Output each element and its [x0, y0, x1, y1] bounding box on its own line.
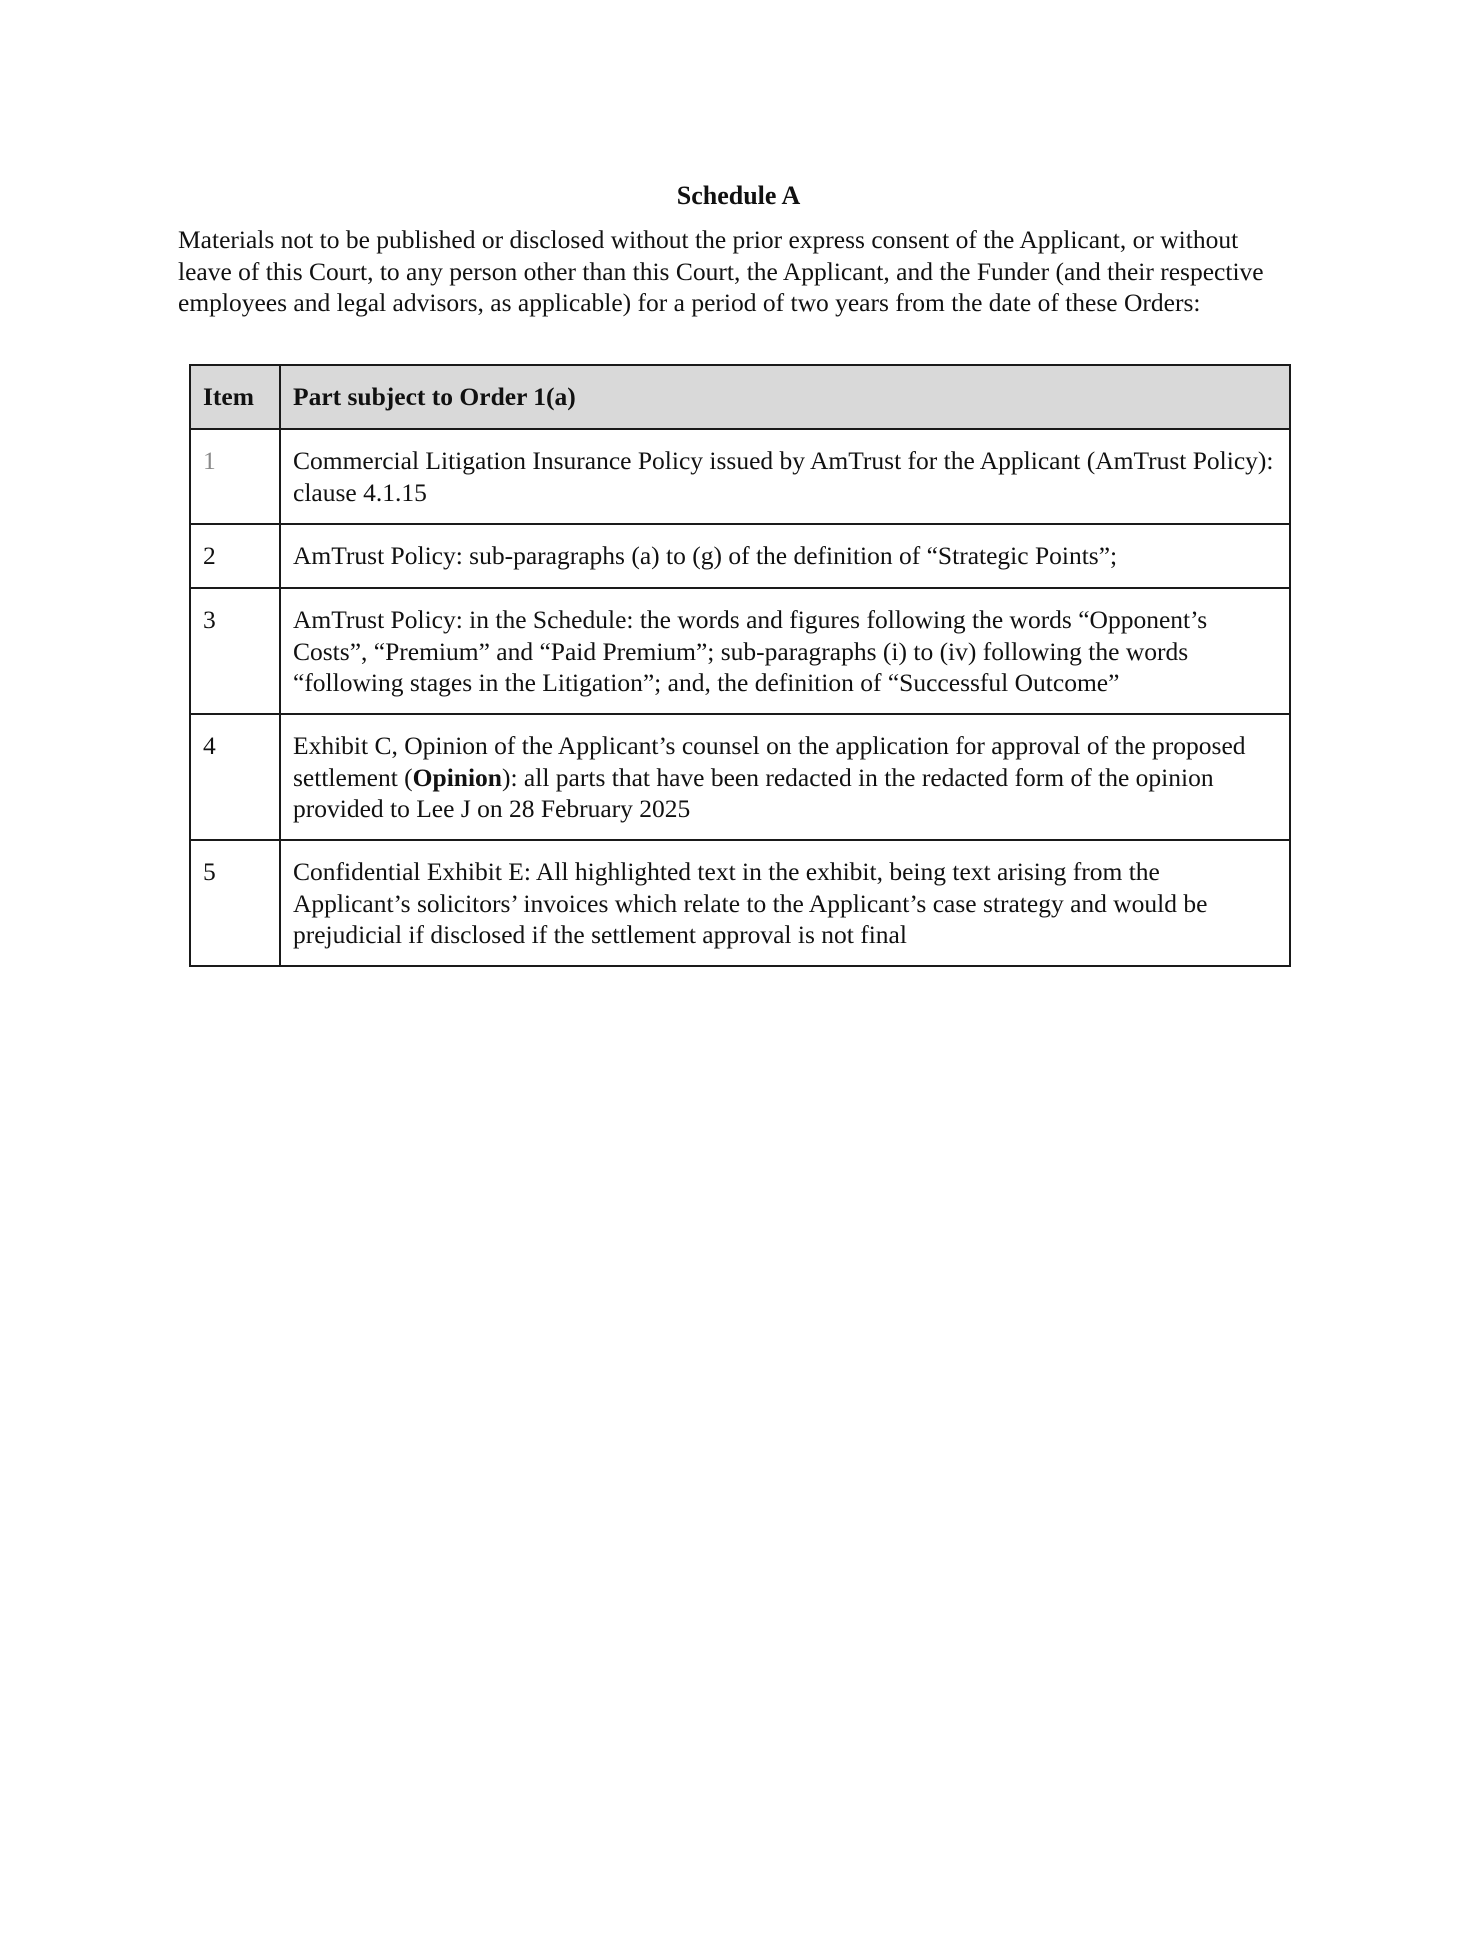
row-part-text: Commercial Litigation Insurance Policy issued by AmTrust for the Applicant (AmTrust Policy): clause 4.1.15: [280, 429, 1290, 524]
table-row: [190, 588, 1290, 714]
table-row: [190, 840, 1290, 966]
row-part-text: [280, 714, 1290, 840]
table-row: [190, 429, 1290, 524]
row-item-number: 4: [190, 714, 280, 840]
row-part-text-before: Exhibit C, Opinion of the Applicant’s counsel on the application for approval of the proposed settlement (: [293, 731, 1246, 792]
table-header-row: [190, 365, 1290, 429]
row-item-number: 2: [190, 524, 280, 588]
row-part-text: Confidential Exhibit E: All highlighted text in the exhibit, being text arising from the Applicant’s solicitors’ invoices which relate to the Applicant’s case strategy and would be prejudicial if disclosed if the settlement approval is not final: [280, 840, 1290, 966]
row-item-number: 3: [190, 588, 280, 714]
row-part-text: AmTrust Policy: in the Schedule: the words and figures following the words “Opponent’s Costs”, “Premium” and “Paid Premium”; sub-paragraphs (i) to (iv) following the words “following stages in the Litigation”; and, the definition of “Successful Outcome”: [280, 588, 1290, 714]
row-item-number: 1: [190, 429, 280, 524]
schedule-title: Schedule A: [676, 181, 801, 210]
header-part: Part subject to Order 1(a): [280, 365, 1290, 429]
schedule-table: [189, 364, 1291, 967]
row-part-text-after: ): all parts that have been redacted in the redacted form of the opinion provided to Lee J on 28 February 2025: [293, 762, 1214, 823]
header-item: Item: [190, 365, 280, 429]
intro-paragraph: Materials not to be published or disclosed without the prior express consent of the Applicant, or without leave of this Court, to any person other than this Court, the Applicant, and the Funder (and their respective employees and legal advisors, as applicable) for a period of two years from the date of these Orders:: [178, 225, 1264, 317]
table-row: [190, 524, 1290, 588]
table-row: [190, 714, 1290, 840]
row-part-defined-term: Opinion: [412, 762, 502, 792]
row-part-text: AmTrust Policy: sub-paragraphs (a) to (g) of the definition of “Strategic Points”;: [280, 524, 1290, 588]
row-item-number: 5: [190, 840, 280, 966]
